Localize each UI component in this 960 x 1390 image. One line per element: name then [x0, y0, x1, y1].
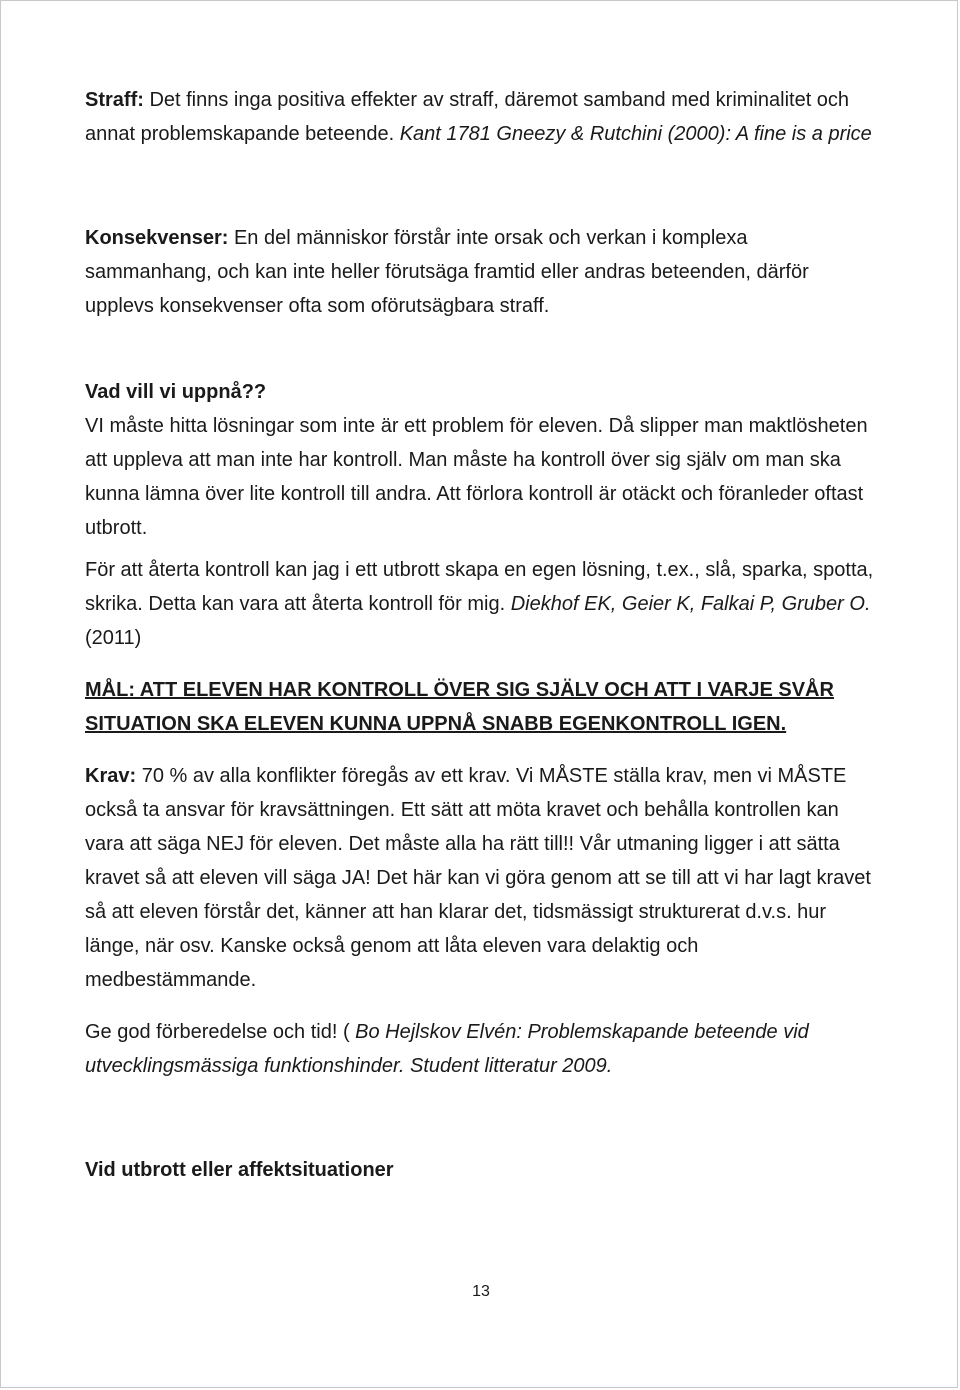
page-content — [85, 83, 875, 1187]
straff-label: Straff: — [85, 89, 144, 111]
aterta-citation: Diekhof EK, Geier K, Falkai P, Gruber O. — [510, 593, 871, 615]
straff-text: Det finns inga positiva effekter av straff, däremot samband med kriminalitet och annat problemskapande beteende. — [85, 89, 850, 145]
utbrott-heading-text: Vid utbrott eller affektsituationer — [85, 1159, 394, 1181]
vad-vill-heading-text: Vad vill vi uppnå?? — [85, 381, 267, 403]
mal-text: MÅL: ATT ELEVEN HAR KONTROLL ÖVER SIG SJÄLV OCH ATT I VARJE SVÅR SITUATION SKA ELEVEN KUNNA UPPNÅ SNABB EGENKONTROLL IGEN. — [85, 679, 834, 735]
vad-vill-paragraph: VI måste hitta lösningar som inte är ett problem för eleven. Då slipper man maktlösheten att uppleva att man inte har kontroll. Man måste ha kontroll över sig själv om man ska kunna lämna över lite kontroll till andra. Att förlora kontroll är otäckt och föranleder oftast utbrott. — [85, 415, 868, 539]
vad-vill-heading — [85, 375, 875, 409]
konsekvenser-text: En del människor förstår inte orsak och verkan i komplexa sammanhang, och kan inte heller förutsäga framtid eller andras beteenden, därför upplevs konsekvenser ofta som oförutsägbara straff. — [85, 227, 809, 317]
forberedelse-text: Ge god förberedelse och tid! ( — [85, 1021, 356, 1043]
forberedelse-citation: Bo Hejlskov Elvén: Problemskapande beteende vid utvecklingsmässiga funktionshinder. Student litteratur 2009. — [85, 1021, 809, 1077]
krav-label: Krav: — [85, 765, 137, 787]
krav-paragraph — [85, 759, 875, 997]
forberedelse-paragraph — [85, 1015, 875, 1083]
aterta-year: (2011) — [85, 627, 142, 649]
straff-citation: Kant 1781 Gneezy & Rutchini (2000): A fine is a price — [399, 123, 872, 145]
mal-paragraph — [85, 673, 875, 741]
aterta-paragraph — [85, 553, 875, 655]
straff-paragraph — [85, 83, 875, 151]
krav-text: 70 % av alla konflikter föregås av ett krav. Vi MÅSTE ställa krav, men vi MÅSTE också ta ansvar för kravsättningen. Ett sätt att möta kravet och behålla kontrollen kan vara att säga NEJ för eleven. Det måste alla ha rätt till!! Vår utmaning ligger i att sätta kravet så att eleven vill säga JA! Det här kan vi göra genom att se till att vi har lagt kravet så att eleven förstår det, känner att han klarar det, tidsmässigt strukturerat d.v.s. hur länge, när osv. Kanske också genom att låta eleven vara delaktig och medbestämmande. — [85, 765, 871, 991]
page-number: 13 — [472, 1283, 490, 1300]
aterta-text: För att återta kontroll kan jag i ett utbrott skapa en egen lösning, t.ex., slå, sparka, spotta, skrika. Detta kan vara att återta kontroll för mig. — [85, 559, 874, 615]
konsekvenser-paragraph — [85, 221, 875, 323]
konsekvenser-label: Konsekvenser: — [85, 227, 229, 249]
utbrott-heading — [85, 1153, 875, 1187]
